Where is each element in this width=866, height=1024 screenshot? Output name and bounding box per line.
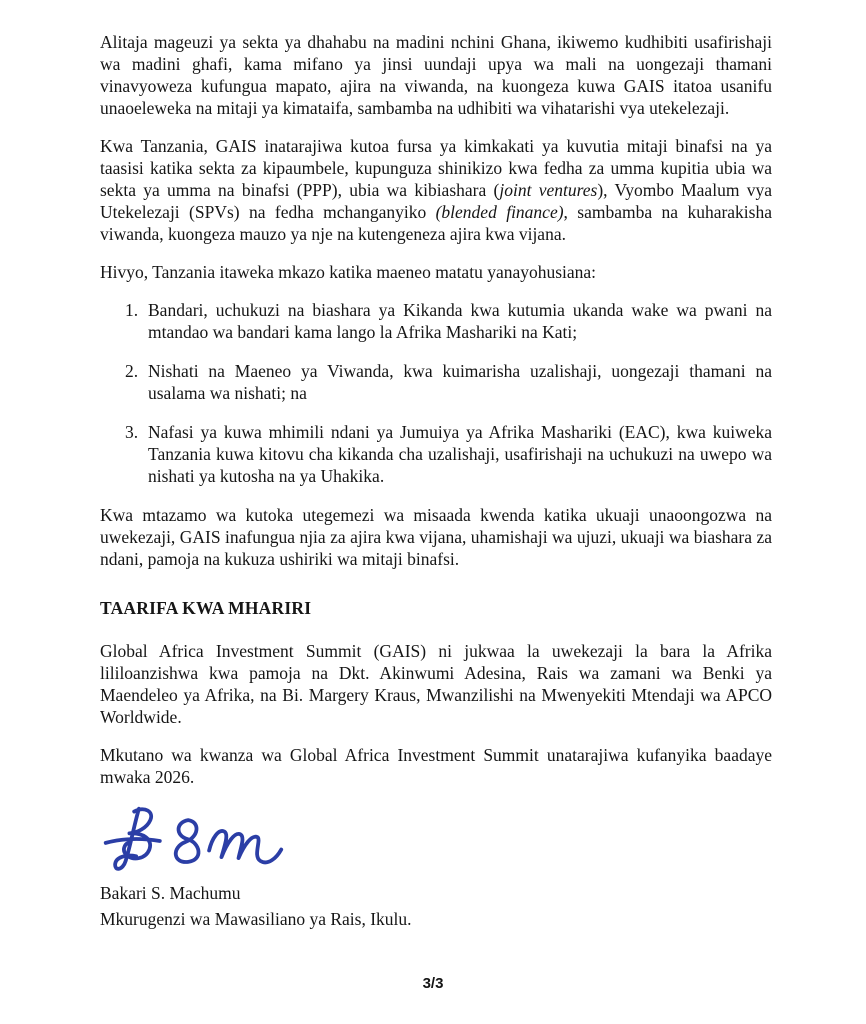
list-item-text: Nishati na Maeneo ya Viwanda, kwa kuimarisha uzalishaji, uongezaji thamani na usalama wa nishati; na [148,361,772,403]
list-number: 3. [125,422,139,442]
text-segment: Kwa Tanzania, GAIS inatarajiwa kutoa fursa ya kimkakati ya kuvutia mitaji binafsi na ya taasisi katika sekta za kipaumbele, kupunguza shinikizo kwa fedha za umma kupitia ubia wa sekta ya umma na binafsi (PPP), ubia wa kibiashara ( [100,136,772,200]
text-segment: ), Vyombo Maalum vya Utekelezaji (SPVs) na fedha mchanganyiko [100,180,772,222]
paragraph-first-summit: Mkutano wa kwanza wa Global Africa Investment Summit unatarajiwa kufanyika baadaye mwaka 2026. [100,745,772,787]
page-number: 3/3 [422,975,444,992]
list-item [100,299,772,343]
list-item [100,360,772,404]
italic-joint-ventures: joint ventures [499,180,598,200]
signature-bsm-icon [100,804,286,878]
paragraph-tanzania-gais [100,135,772,245]
paragraph-ghana-reforms: Alitaja mageuzi ya sekta ya dhahabu na madini nchini Ghana, ikiwemo kudhibiti usafirishaji wa madini ghafi, kama mifano ya jinsi uundaji upya wa mali na uongezaji thamani vinavyoweza kufungua mapato, ajira na viwanda, na kuongeza kuwa GAIS itatoa usanifu unaoeleweka na mitaji ya kimataifa, sambamba na udhibiti wa vihatarishi vya utekelezaji. [100,32,772,118]
list-number: 2. [125,361,139,381]
list-item-text: Bandari, uchukuzi na biashara ya Kikanda kwa kutumia ukanda wake wa pwani na mtandao wa bandari kama lango la Afrika Mashariki na Kati; [148,300,772,342]
italic-blended-finance: (blended finance) [435,202,564,222]
list-item [100,421,772,487]
paragraph-investment-growth: Kwa mtazamo wa kutoka utegemezi wa misaada kwenda katika ukuaji unaoongozwa na uwekezaji, GAIS inafungua njia za ajira kwa vijana, uhamishaji wa ujuzi, ukuaji wa biashara za ndani, pamoja na kukuza ushiriki wa mitaji binafsi. [100,505,772,569]
editor-note-heading: TAARIFA KWA MHARIRI [100,598,312,618]
paragraph-gais-background: Global Africa Investment Summit (GAIS) ni jukwaa la uwekezaji la bara la Afrika lililoanzishwa kwa pamoja na Dkt. Akinwumi Adesina, Rais wa zamani wa Benki ya Maendeleo ya Afrika, na Bi. Margery Kraus, Mwanzilishi na Mwenyekiti Mtendaji wa APCO Worldwide. [100,641,772,727]
paragraph-focus-intro: Hivyo, Tanzania itaweka mkazo katika maeneo matatu yanayohusiana: [100,262,597,282]
list-number: 1. [125,300,139,320]
list-item-text: Nafasi ya kuwa mhimili ndani ya Jumuiya ya Afrika Mashariki (EAC), kwa kuiweka Tanzania kuwa kitovu cha kikanda cha uzalishaji, usafirishaji na uchukuzi na uwepo wa nishati ya kutosha na ya Uhakika. [148,422,772,486]
text-segment: , sambamba na kuharakisha viwanda, kuongeza mauzo ya nje na kutengeneza ajira kwa vijana. [100,202,772,244]
document-body [100,31,772,932]
signature-block [100,804,772,878]
signatory-title: Mkurugenzi wa Mawasiliano ya Rais, Ikulu. [100,909,412,929]
signatory-name: Bakari S. Machumu [100,883,241,903]
focus-areas-list [100,299,772,487]
